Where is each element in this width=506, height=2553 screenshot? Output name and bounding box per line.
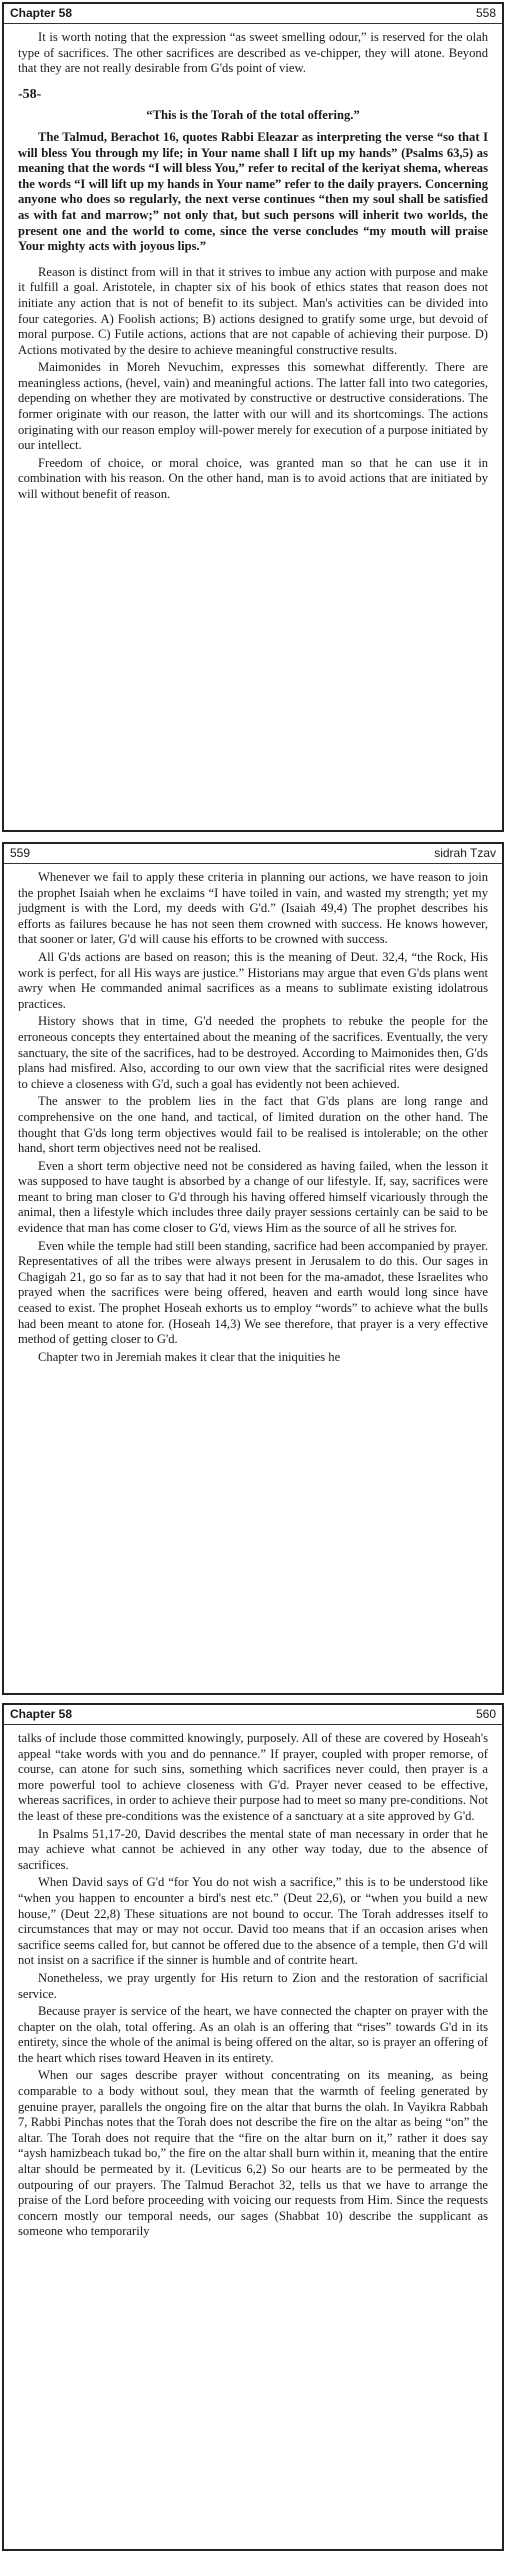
paragraph: Even while the temple had still been standing, sacrifice had been accompanied by prayer. Representatives of all the tribes were always present in Jerusalem to do this. Our sages in Chagigah 21, go so far as to say that had it not been for the ma-amadot, these Israelites who prayed when the sacrifices were being offered, heaven and earth would long since have ceased to exist. The prophet Hoseah exhorts us to employ “words” to achieve what the bulls had been meant to atone for. (Hoseah 14,3) We see therefore, that prayer is a very effective method of getting closer to G'd. (18, 1238, 488, 1347)
page-number: 560 (475, 1707, 496, 1721)
chapter-label: Chapter 58 (10, 6, 73, 20)
page-body (4, 864, 502, 1365)
page-header (4, 1705, 502, 1725)
page-number: 558 (475, 6, 496, 20)
paragraph: All G'ds actions are based on reason; this is the meaning of Deut. 32,4, “the Rock, His work is perfect, for all His ways are justice.” Historians may argue that even G'ds plans went awry when He commanded animal sacrifices as a means to sublimate existing idolatrous practices. (18, 949, 488, 1011)
paragraph: When our sages describe prayer without concentrating on its meaning, as being comparable to a body without soul, they mean that the warmth of feeling generated by genuine prayer, parallels the ongoing fire on the altar that burns the olah. In Vayikra Rabbah 7, Rabbi Pinchas notes that the Torah does not describe the fire on the altar as being “on” the altar. The Torah does not require that the “fire on the altar burn on it,” rather it does say “aysh hamizbeach tukad bo,” the fire on the altar shall burn within it, meaning that the entire altar should be permeated by it. (Leviticus 6,2) So our hearts are to be permeated by the outpouring of our prayers. The Talmud Berachot 32, tells us that we have to arrange the praise of the Lord before proceeding with voicing our requests from Him. Since the requests concern mostly our temporal needs, our sages (Shabbat 10) describe the supplicant as someone who temporarily (18, 2068, 488, 2239)
section-quote: “This is the Torah of the total offering.” (146, 108, 360, 123)
paragraph: It is worth noting that the expression “as sweet smelling odour,” is reserved for the olah type of sacrifices. The other sacrifices are described as ve-chipper, they will atone. Beyond that they are not really desirable from G'ds point of view. (18, 30, 488, 76)
page-body (4, 24, 502, 503)
paragraph: Reason is distinct from will in that it strives to imbue any action with purpose and make it fulfill a goal. Aristotele, in chapter six of his book of ethics states that reason does not initiate any action that is not of benefit to its subject. Man's activities can be divided into four categories. A) Foolish actions; B) actions designed to gratify some urge, but devoid of moral purpose. C) Futile actions, actions that are not capable of achieving their purpose. D) Actions motivated by the desire to achieve meaningful constructive results. (18, 264, 488, 357)
section-number: -58- (18, 86, 42, 102)
paragraph: Freedom of choice, or moral choice, was granted man so that he can use it in combination with his reason. On the other hand, man is to avoid actions that are initiated by will without benefit of reason. (18, 455, 488, 502)
paragraph: Maimonides in Moreh Nevuchim, expresses this somewhat differently. There are meaningless actions, (hevel, vain) and meaningful actions. The latter fall into two categories, depending on whether they are motivated by constructive or destructive considerations. The former originate with our reason, the latter with our will and its shortcomings. The actions originating with our reason employ will-power merely for execution of a purpose initiated by our intellect. (18, 360, 488, 453)
paragraph: Even a short term objective need not be considered as having failed, when the lesson it was supposed to have taught is absorbed by a change of our lifestyle. If, say, sacrifices were meant to bring man closer to G'd through his having offered himself vicariously through the animal, then a lifestyle which includes three daily prayer sessions certainly can be said to be evidence that man has come closer to G'd, views Him as the source of all he strives for. (18, 1158, 488, 1236)
page-number: 559 (10, 846, 31, 860)
paragraph: History shows that in time, G'd needed the prophets to rebuke the people for the erroneous concepts they entertained about the meaning of the sacrifices. Eventually, the very sanctuary, the site of the sacrifices, had to be destroyed. According to Maimonides then, G'ds plans had misfired. Also, according to our own view that the sacrificial rites were designed to chieve a closeness with G'd, such a goal has evidently not been achieved. (18, 1014, 488, 1091)
page-header (4, 844, 502, 864)
page-560 (2, 1703, 504, 2551)
page-body (4, 1725, 502, 2240)
paragraph: In Psalms 51,17-20, David describes the mental state of man necessary in order that he may achieve what cannot be achieved in any other way today, due to the absence of sacrifices. (18, 1826, 488, 1872)
sidrah-label: sidrah Tzav (434, 846, 496, 860)
page-559 (2, 842, 504, 1695)
paragraph: When David says of G'd “for You do not wish a sacrifice,” this is to be understood like “when you happen to encounter a bird's nest etc.” (Deut 22,6), or “when you build a new house,” (Deut 22,8) These situations are not bound to occur. The Torah addresses itself to circumstances that may or may not occur. David too means that if an occasion arises when sacrifice seems called for, but cannot be offered due to the absence of a temple, then G'd will not insist on a sacrifice if the sinner is humble and of contrite heart. (18, 1875, 488, 1968)
paragraph: Because prayer is service of the heart, we have connected the chapter on prayer with the chapter on the olah, total offering. As an olah is an offering that “rises” towards G'd in its entirety, since the whole of the animal is being offered on the altar, so is prayer an offering of the heart which rises toward Heaven in its entirety. (18, 2004, 488, 2065)
paragraph: The answer to the problem lies in the fact that G'ds plans are long range and comprehensive on the one hand, and tactical, of limited duration on the other hand. The thought that G'ds long term objectives would fail to be realised is intolerable; on the other hand, short term objectives need not be realised. (18, 1094, 488, 1156)
paragraph: talks of include those committed knowingly, purposely. All of these are covered by Hoseah's appeal “take words with you and do pennance.” If prayer, coupled with proper remorse, of course, can atone for such sins, something which sacrifices never could, then prayer is a more powerful tool to achieve closeness with G'd. Prayer never ceased to be effective, whereas sacrifices, in order to achieve their purpose had to meet so many pre-conditions. Not the least of these pre-conditions was the existence of a sanctuary at a site approved by G'd. (18, 1731, 489, 1823)
paragraph: Chapter two in Jeremiah makes it clear that the iniquities he (38, 1349, 341, 1364)
paragraph: Nonetheless, we pray urgently for His return to Zion and the restoration of sacrificial service. (18, 1970, 488, 2001)
page-558 (2, 2, 504, 832)
paragraph-bold: The Talmud, Berachot 16, quotes Rabbi Eleazar as interpreting the verse “so that I will bless You through my life; in Your name shall I lift up my hands” (Psalms 63,5) as meaning that the words “I will bless You,” refer to recital of the keriyat shema, whereas the words “I will lift up my hands in Your name” refer to the daily prayers. Concerning anyone who does so regularly, the next verse continues “then my soul shall be satisfied as with fat and marrow;” not only that, but such persons will inherit two worlds, the present one and the world to come, since the verse concludes “my mouth will praise Your mighty acts with joyous lips.” (18, 129, 488, 254)
paragraph: Whenever we fail to apply these criteria in planning our actions, we have reason to join the prophet Isaiah when he exclaims “I have toiled in vain, and wasted my strength; yet my judgment is with the Lord, my deeds with G'd.” (Isaiah 49,4) The prophet describes his efforts as failures because he has not seen them crowned with success. He knows however, that sooner or later, G'd will cause his efforts to be crowned with success. (18, 870, 488, 947)
page-header (4, 4, 502, 24)
chapter-label: Chapter 58 (10, 1707, 73, 1721)
